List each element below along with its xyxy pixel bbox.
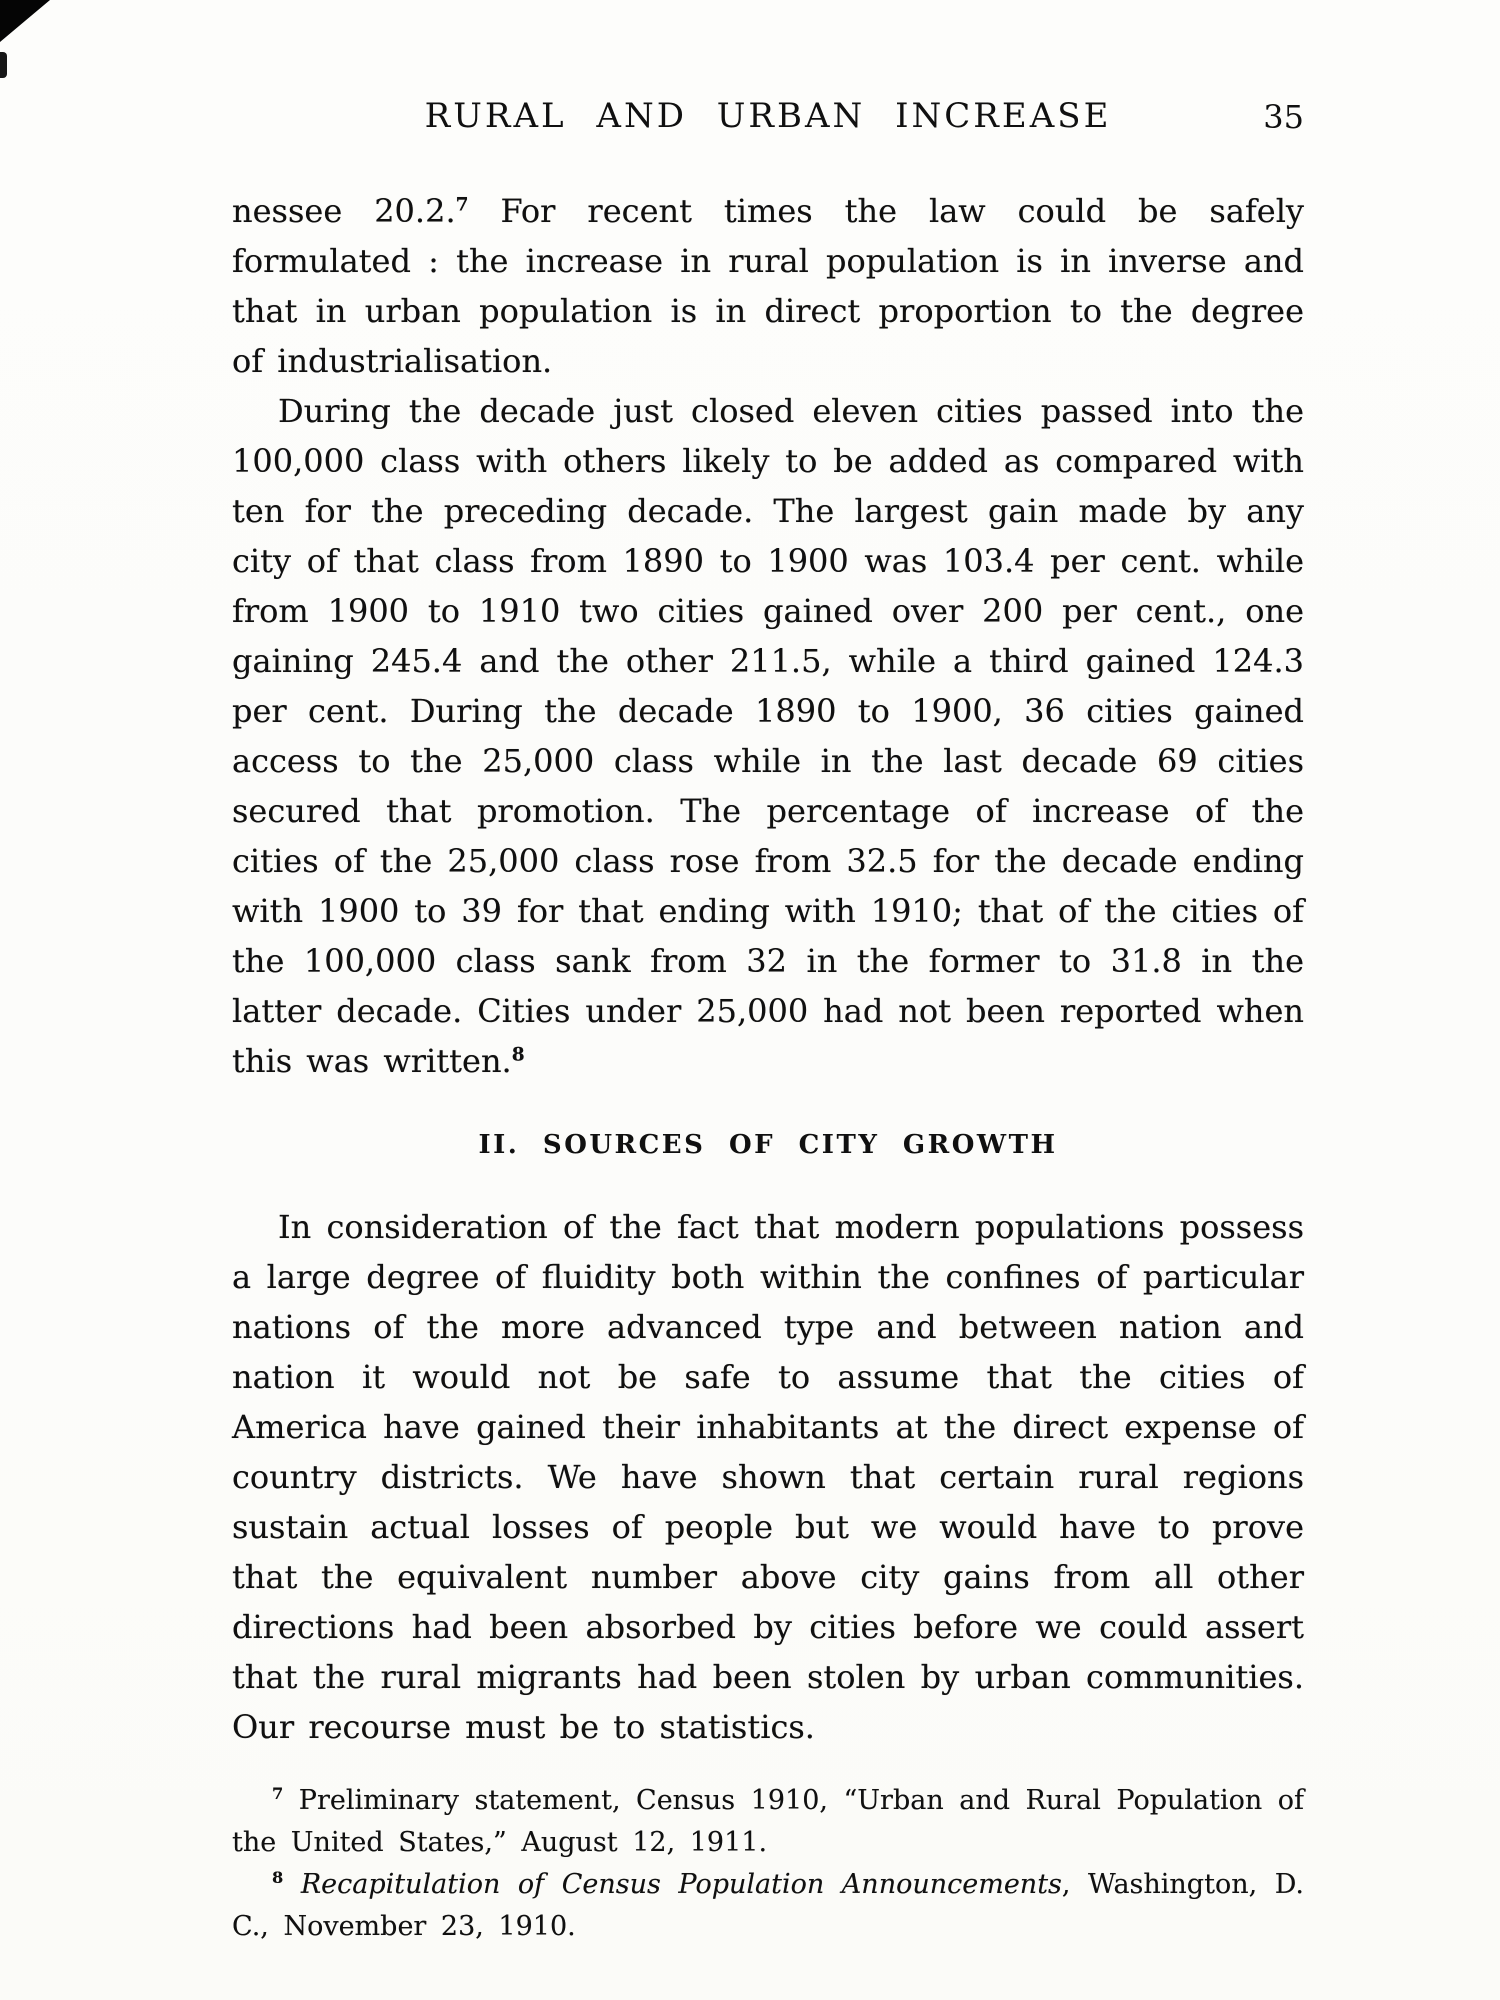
footnote-text: Preliminary statement, Census 1910, “Urban and Rural Population of the United States,” August 12, 1911. xyxy=(232,1785,1304,1858)
footnote-work-title: Recapitulation of Census Population Announcements xyxy=(283,1869,1062,1900)
running-title: RURAL AND URBAN INCREASE xyxy=(424,96,1112,136)
page-number: 35 xyxy=(1263,98,1304,136)
paragraph-decade-statistics xyxy=(232,386,1304,1086)
footnote-ref-8: 8 xyxy=(511,1044,525,1066)
footnote-8 xyxy=(232,1864,1304,1948)
footnote-ref-7: 7 xyxy=(455,194,469,216)
paragraph-text: For recent times the law could be safely formulated : the increase in rural population is in inverse and that in urban population is in direct proportion to the degree of industrialisation. xyxy=(232,192,1305,380)
running-header xyxy=(232,96,1304,136)
footnotes xyxy=(232,1780,1304,1948)
scan-corner-artifact xyxy=(0,0,50,42)
page-content xyxy=(232,96,1304,1948)
scan-edge-speck xyxy=(0,52,7,78)
paragraph-text: During the decade just closed eleven cities passed into the 100,000 class with others likely to be added as compared with ten for the preceding decade. The largest gain made by any city of that class from 1890 to 1900 was 103.4 per cent. while from 1900 to 1910 two cities gained over 200 per cent., one gaining 245.4 and the other 211.5, while a third gained 124.3 per cent. During the decade 1890 to 1900, 36 cities gained access to the 25,000 class while in the last decade 69 cities secured that promotion. The percentage of increase of the cities of the 25,000 class rose from 32.5 for the decade ending with 1900 to 39 for that ending with 1910; that of the cities of the 100,000 class sank from 32 in the former to 31.8 in the latter decade. Cities under 25,000 had not been reported when this was written. xyxy=(232,392,1304,1080)
footnote-7 xyxy=(232,1780,1304,1864)
paragraph-sources-of-growth: In consideration of the fact that modern populations possess a large degree of fluidity both within the confines of particular nations of the more advanced type and between nation and nation it would not be safe to assume that the cities of America have gained their inhabitants at the direct expense of country districts. We have shown that certain rural regions sustain actual losses of people but we would have to prove that the equivalent number above city gains from all other directions had been absorbed by cities before we could assert that the rural migrants had been stolen by urban communities. Our recourse must be to statistics. xyxy=(232,1208,1304,1746)
footnote-marker-7: 7 xyxy=(272,1784,284,1803)
paragraph-continuation xyxy=(232,186,1304,386)
paragraph-text: nessee 20.2. xyxy=(232,192,456,230)
section-heading: II. SOURCES OF CITY GROWTH xyxy=(478,1130,1058,1160)
footnote-marker-8: 8 xyxy=(272,1868,284,1887)
footnote-text: , Washington, D. C., November 23, 1910. xyxy=(232,1869,1304,1942)
body-text xyxy=(232,186,1304,1752)
